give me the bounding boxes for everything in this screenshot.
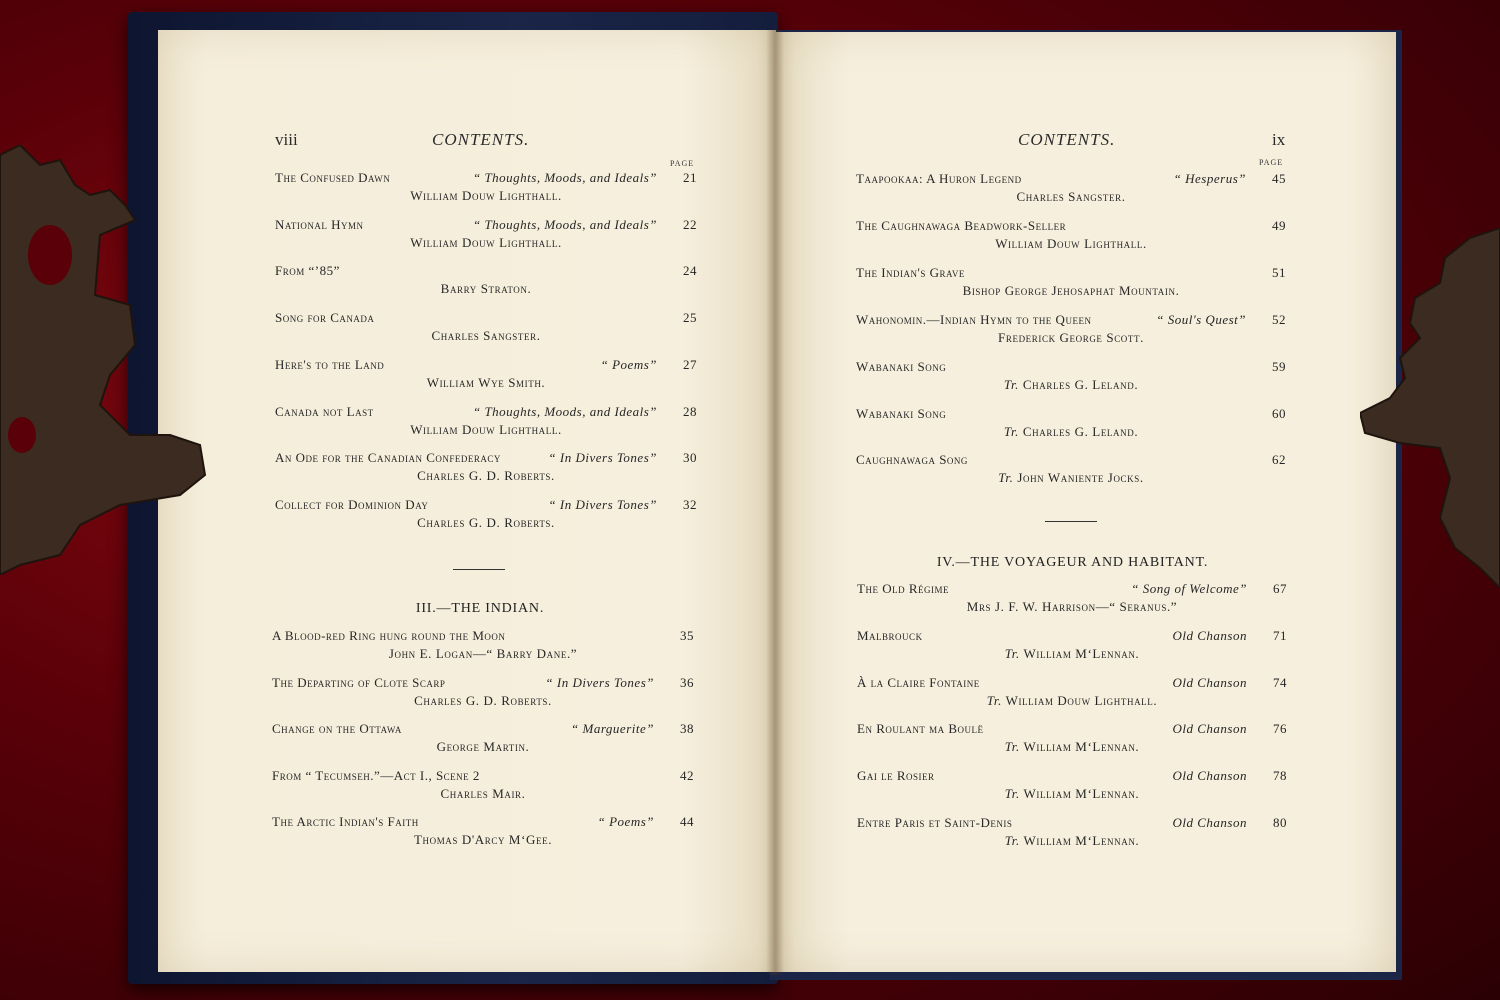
toc-entry-title: Caughnawaga Song [856, 452, 968, 468]
left-section-title: III.—THE INDIAN. [415, 601, 545, 616]
toc-entry-author [856, 236, 1286, 252]
toc-entry [856, 171, 1286, 205]
toc-entry-title: An Ode for the Canadian Confederacy [275, 450, 501, 466]
toc-entry-title: En Roulant ma Boulë [857, 721, 984, 737]
toc-entry-author [857, 786, 1287, 802]
toc-entry-author [272, 646, 694, 662]
toc-entry-source: Old Chanson [1172, 815, 1247, 830]
toc-entry-line [272, 768, 694, 788]
toc-entry-author-name: Charles Sangster. [431, 328, 541, 344]
toc-entry-source: “ Thoughts, Moods, and Ideals” [472, 170, 657, 185]
toc-entry-page: 21 [683, 170, 697, 185]
right-page-label: PAGE [1259, 158, 1284, 167]
toc-entry-author-name: Charles G. D. Roberts. [417, 514, 555, 530]
toc-entry-title: À la Claire Fontaine [857, 674, 980, 690]
toc-entry [275, 357, 697, 391]
toc-entry-title: The Departing of Clote Scarp [272, 674, 446, 690]
toc-entry-page: 78 [1273, 768, 1287, 784]
toc-entry-author-name: William M‘Lennan. [1023, 786, 1140, 802]
toc-entry-page: 22 [683, 216, 697, 232]
toc-entry-author-prefix: Tr. [998, 470, 1014, 486]
toc-entry-line [272, 814, 694, 834]
toc-entry-author-name: William Douw Lighthall. [410, 188, 562, 203]
right-section-title: IV.—THE VOYAGEUR AND HABITANT. [936, 555, 1209, 570]
toc-entry [272, 675, 694, 709]
toc-entry-page: 62 [1272, 452, 1286, 468]
toc-entry-author-name: Barry Straton. [440, 281, 532, 297]
toc-entry-line [275, 310, 697, 330]
toc-entry-author [272, 739, 694, 755]
toc-entry-page: 30 [683, 450, 697, 466]
toc-entry-author-name: Charles Sangster. [1016, 189, 1126, 204]
toc-entry-title: The Indian's Grave [856, 264, 965, 280]
toc-entry-author-prefix: Tr. [1004, 739, 1020, 755]
toc-entry-author [856, 377, 1286, 393]
left-page-label: PAGE [670, 159, 695, 168]
toc-entry-author [272, 693, 694, 709]
toc-entry-source: “ In Divers Tones” [545, 674, 654, 690]
toc-entry [275, 497, 697, 531]
toc-entry-author-name: William Douw Lighthall. [410, 421, 562, 437]
toc-entry-title: The Arctic Indian's Faith [272, 814, 419, 829]
toc-entry-source: “ Thoughts, Moods, and Ideals” [472, 403, 657, 419]
toc-entry [857, 675, 1287, 709]
right-divider [1045, 521, 1097, 522]
toc-entry-page: 38 [680, 721, 694, 736]
toc-entry-page: 59 [1272, 358, 1286, 374]
toc-entry [856, 359, 1286, 393]
toc-entry-author-prefix: Tr. [986, 692, 1002, 708]
toc-entry-author [856, 424, 1286, 440]
toc-entry-author-name: Frederick George Scott. [998, 329, 1144, 345]
toc-entry-author-name: William Douw Lighthall. [995, 235, 1147, 251]
toc-entry-author [272, 832, 694, 848]
toc-entry-line [275, 217, 697, 237]
toc-entry-author-prefix: Tr. [1004, 833, 1020, 848]
toc-entry-author-name: Charles G. Leland. [1022, 376, 1139, 392]
toc-entry-line [272, 675, 694, 695]
toc-entry-author-name: John E. Logan—“ Barry Dane.” [388, 646, 578, 661]
toc-entry-source: Old Chanson [1172, 627, 1247, 643]
toc-entry-line [856, 312, 1286, 332]
toc-entry-author [857, 599, 1287, 615]
toc-entry-author-name: Bishop George Jehosaphat Mountain. [962, 282, 1180, 298]
toc-entry-line [857, 581, 1287, 601]
toc-entry [275, 450, 697, 484]
toc-entry-source: “ Soul's Quest” [1156, 311, 1246, 327]
toc-entry-title: Here's to the Land [275, 356, 385, 372]
toc-entry-author-prefix: Tr. [1003, 423, 1020, 439]
toc-entry [275, 310, 697, 344]
toc-entry-page: 60 [1272, 405, 1286, 421]
toc-entry-source: “ Poems” [600, 356, 657, 372]
toc-entry-title: A Blood-red Ring hung round the Moon [272, 628, 506, 643]
toc-entry-title: Gai le Rosier [857, 768, 935, 784]
toc-entry [857, 628, 1287, 662]
toc-entry-line [275, 263, 697, 283]
toc-entry-page: 27 [683, 356, 697, 372]
toc-entry-line [857, 628, 1287, 648]
toc-entry-source: “ Hesperus” [1173, 171, 1246, 186]
right-page-heading: CONTENTS. [1018, 130, 1116, 149]
toc-entry-line [857, 815, 1287, 835]
toc-entry-author-name: Charles G. D. Roberts. [417, 468, 555, 484]
toc-entry [275, 217, 697, 251]
toc-entry [856, 452, 1286, 486]
toc-entry-title: Wabanaki Song [856, 358, 947, 374]
toc-entry-author-prefix: Tr. [1003, 376, 1020, 392]
toc-entry [856, 265, 1286, 299]
toc-entry-source: “ Marguerite” [571, 721, 654, 736]
toc-entry-page: 71 [1273, 627, 1287, 643]
toc-entry-page: 42 [680, 767, 694, 783]
toc-entry-title: Entre Paris et Saint-Denis [857, 815, 1013, 830]
right-page-number: ix [1272, 130, 1286, 149]
toc-entry-source: “ In Divers Tones” [548, 450, 657, 466]
toc-entry-line [856, 359, 1286, 379]
toc-entry-author-name: Mrs J. F. W. Harrison—“ Seranus.” [966, 599, 1178, 614]
toc-entry-page: 32 [683, 496, 697, 512]
toc-entry-line [275, 170, 697, 190]
toc-entry [857, 721, 1287, 755]
toc-entry-author-name: William Wye Smith. [426, 374, 546, 390]
toc-entry-line [857, 675, 1287, 695]
toc-entry-source: “ Song of Welcome” [1131, 581, 1247, 596]
toc-entry-author-prefix: Tr. [1004, 786, 1020, 802]
book-gutter [766, 30, 784, 975]
toc-entry-page: 51 [1272, 264, 1286, 280]
toc-entry-line [856, 406, 1286, 426]
toc-entry-author [275, 422, 697, 438]
toc-entry-author [275, 468, 697, 484]
toc-entry-title: From “ Tecumseh.”—Act I., Scene 2 [272, 767, 480, 783]
toc-entry-author-name: Charles G. D. Roberts. [414, 692, 552, 708]
toc-entry-title: Song for Canada [275, 310, 375, 326]
toc-entry-line [275, 357, 697, 377]
toc-entry-source: Old Chanson [1172, 768, 1247, 784]
toc-entry [272, 814, 694, 848]
toc-entry-author [275, 515, 697, 531]
toc-entry-source: “ In Divers Tones” [548, 496, 657, 512]
toc-entry-author [275, 188, 697, 204]
toc-entry-line [275, 404, 697, 424]
toc-entry-title: From “’85” [275, 263, 340, 279]
toc-entry-author [857, 646, 1287, 662]
toc-entry-source: Old Chanson [1172, 721, 1247, 737]
toc-entry [275, 263, 697, 297]
toc-entry [857, 581, 1287, 615]
toc-entry-title: Wahonomin.—Indian Hymn to the Queen [856, 311, 1092, 327]
toc-entry-page: 49 [1272, 217, 1286, 233]
toc-entry-page: 67 [1273, 581, 1287, 596]
toc-entry-author [856, 330, 1286, 346]
toc-entry [856, 406, 1286, 440]
toc-entry-author [275, 375, 697, 391]
toc-entry-author [857, 693, 1287, 709]
left-page-number: viii [275, 130, 298, 149]
toc-entry [857, 815, 1287, 849]
toc-entry-author [856, 189, 1286, 205]
toc-entry-source: “ Thoughts, Moods, and Ideals” [472, 216, 657, 232]
toc-entry-author [275, 235, 697, 251]
toc-entry-line [272, 628, 694, 648]
toc-entry [275, 170, 697, 204]
toc-entry [272, 721, 694, 755]
left-page-heading: CONTENTS. [432, 130, 530, 149]
toc-entry [857, 768, 1287, 802]
toc-entry-line [856, 265, 1286, 285]
right-page-clip [1360, 228, 1500, 588]
toc-entry-line [857, 768, 1287, 788]
toc-entry [275, 404, 697, 438]
toc-entry-page: 52 [1272, 311, 1286, 327]
toc-entry-title: The Confused Dawn [275, 170, 391, 185]
toc-entry-author [857, 833, 1287, 849]
toc-entry [856, 312, 1286, 346]
toc-entry-line [856, 218, 1286, 238]
toc-entry-author-name: William M‘Lennan. [1023, 833, 1140, 848]
toc-entry-author-name: William M‘Lennan. [1023, 739, 1140, 755]
toc-entry-title: National Hymn [275, 216, 364, 232]
toc-entry-author [275, 328, 697, 344]
toc-entry-page: 25 [683, 310, 697, 326]
toc-entry-page: 28 [683, 403, 697, 419]
toc-entry-line [275, 450, 697, 470]
toc-entry [272, 768, 694, 802]
toc-entry-author-prefix: Tr. [1004, 645, 1020, 661]
toc-entry [856, 218, 1286, 252]
toc-entry [272, 628, 694, 662]
toc-entry-line [856, 171, 1286, 191]
toc-entry-title: Taapookaa: A Huron Legend [856, 171, 1022, 186]
toc-entry-author-name: Charles G. Leland. [1022, 423, 1139, 439]
toc-entry-author [856, 283, 1286, 299]
toc-entry-page: 74 [1273, 674, 1287, 690]
toc-entry-line [275, 497, 697, 517]
toc-entry-page: 80 [1273, 815, 1287, 830]
left-page-clip [0, 145, 215, 575]
toc-entry-source: “ Poems” [597, 814, 654, 829]
toc-entry-page: 24 [683, 263, 697, 279]
toc-entry-author-name: William Douw Lighthall. [1005, 692, 1158, 708]
toc-entry-title: Wabanaki Song [856, 405, 947, 421]
toc-entry-source: Old Chanson [1172, 674, 1247, 690]
toc-entry-title: Malbrouck [857, 627, 923, 643]
toc-entry-page: 44 [680, 814, 694, 829]
toc-entry-line [857, 721, 1287, 741]
toc-entry-page: 35 [680, 628, 694, 643]
toc-entry-line [856, 452, 1286, 472]
toc-entry-title: The Old Régime [857, 581, 949, 596]
toc-entry-author-name: Thomas D'Arcy M‘Gee. [413, 832, 553, 847]
toc-entry-line [272, 721, 694, 741]
toc-entry-author [272, 786, 694, 802]
toc-entry-title: Canada not Last [275, 403, 374, 419]
toc-entry-title: Change on the Ottawa [272, 721, 402, 736]
toc-entry-author [856, 470, 1286, 486]
toc-entry-page: 36 [680, 674, 694, 690]
toc-entry-author-name: Charles Mair. [440, 785, 526, 801]
toc-entry-title: Collect for Dominion Day [275, 496, 429, 512]
toc-entry-author-name: George Martin. [436, 739, 530, 754]
toc-entry-author-name: John Waniente Jocks. [1017, 470, 1144, 486]
toc-entry-page: 45 [1272, 171, 1286, 186]
toc-entry-title: The Caughnawaga Beadwork-Seller [856, 217, 1067, 233]
toc-entry-author-name: William M‘Lennan. [1023, 645, 1140, 661]
toc-entry-author [275, 281, 697, 297]
toc-entry-author-name: William Douw Lighthall. [410, 234, 562, 250]
left-divider [453, 569, 505, 570]
toc-entry-author [857, 739, 1287, 755]
toc-entry-page: 76 [1273, 721, 1287, 737]
